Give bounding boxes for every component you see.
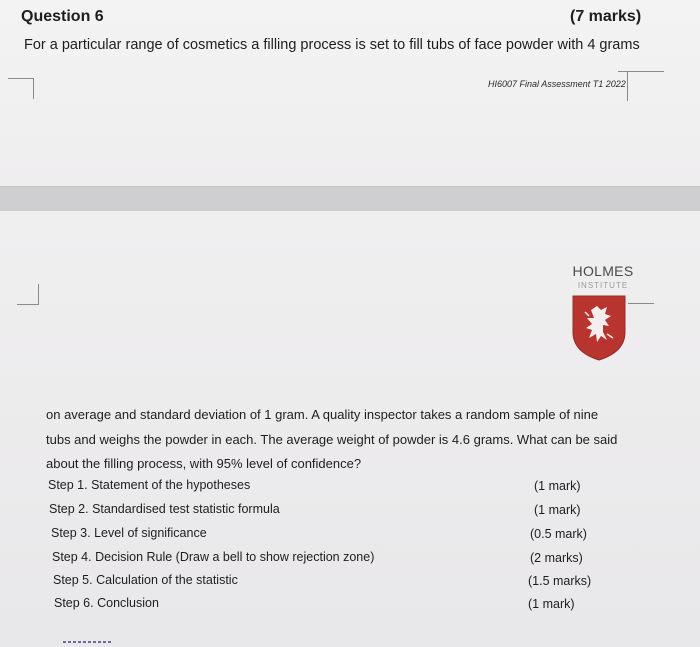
bottom-dotted-line <box>63 641 113 643</box>
body-line: about the filling process, with 95% level of confidence? <box>46 456 362 472</box>
question-title: Question 6 <box>21 8 104 25</box>
step-6-label: Step 6. Conclusion <box>54 596 159 610</box>
step-5-label: Step 5. Calculation of the statistic <box>53 573 238 587</box>
step-1-label: Step 1. Statement of the hypotheses <box>48 478 251 492</box>
question-body <box>46 403 636 477</box>
crop-mark-bottom-left <box>17 284 39 305</box>
question-intro: For a particular range of cosmetics a filling process is set to fill tubs of face powder with 4 grams <box>24 37 640 53</box>
step-5-marks: (1.5 marks) <box>528 574 592 588</box>
logo-shield-icon <box>569 294 629 367</box>
step-1-marks: (1 mark) <box>534 479 581 493</box>
crop-mark-top-left <box>8 78 34 99</box>
body-line: tubs and weighs the powder in each. The average weight of powder is 4.6 grams. What can be said <box>46 431 618 447</box>
question-marks: (7 marks) <box>570 8 642 25</box>
step-3-marks: (0.5 mark) <box>530 527 587 541</box>
step-6-marks: (1 mark) <box>528 597 575 611</box>
step-4-label: Step 4. Decision Rule (Draw a bell to show rejection zone) <box>52 550 375 564</box>
body-line: on average and standard deviation of 1 gram. A quality inspector takes a random sample of nine <box>46 407 599 422</box>
step-2-label: Step 2. Standardised test statistic formula <box>49 502 280 516</box>
page-break-band <box>0 186 700 212</box>
step-2-marks: (1 mark) <box>534 503 581 517</box>
page-footer: HI6007 Final Assessment T1 2022 <box>488 79 626 89</box>
page-top-section <box>0 0 700 186</box>
logo-name: HOLMES <box>572 263 634 279</box>
crop-mark-top-right-vertical <box>627 71 628 101</box>
logo-subtitle: INSTITUTE <box>577 281 629 290</box>
crop-mark-logo <box>628 303 654 304</box>
step-3-label: Step 3. Level of significance <box>51 526 207 540</box>
step-4-marks: (2 marks) <box>530 551 583 565</box>
